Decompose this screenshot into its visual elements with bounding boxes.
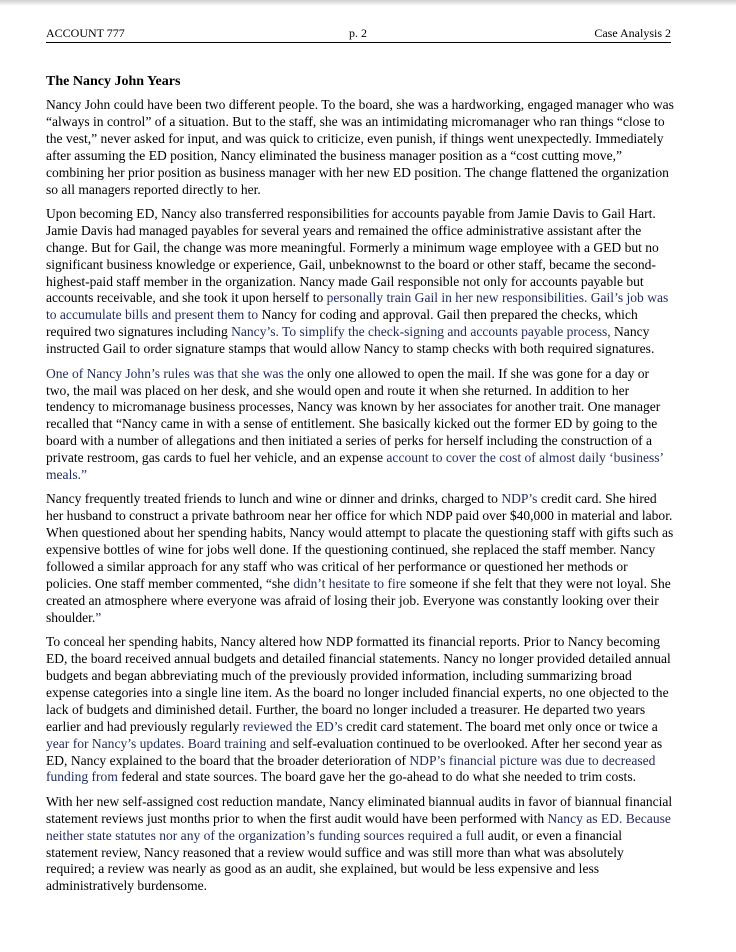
course-code: ACCOUNT 777 (46, 26, 125, 40)
document-title: Case Analysis 2 (594, 26, 671, 40)
text-segment: federal and state sources. The board gave her the go-ahead to do what she needed to trim costs. (117, 769, 636, 785)
paragraph-4 (46, 491, 674, 626)
highlighted-text: Nancy’s. To simplify the check-signing and accounts payable process, (231, 324, 611, 340)
highlighted-text: NDP’s financial picture was due to decreased funding from (46, 752, 656, 785)
paragraph-2 (46, 206, 674, 358)
text-segment: Nancy instructed Gail to order signature stamps that would allow Nancy to stamp checks with both required signatures. (46, 324, 655, 357)
text-segment: Nancy frequently treated friends to lunch and wine or dinner and drinks, charged to (46, 491, 502, 507)
highlighted-text: Nancy as ED. Because neither state statutes nor any of the organization’s funding sources required a full (46, 810, 671, 843)
paragraph-3 (46, 366, 674, 484)
text-segment: Upon becoming ED, Nancy also transferred responsibilities for accounts payable from Jamie Davis to Gail Hart. Jamie Davis had managed payables for several years and remained the office administrative assistant after the change. But for Gail, the change was more meaningful. Formerly a minimum wage employee with a GED but no significant business knowledge or experience, Gail, unbeknownst to the board or other staff, became the second-highest-paid staff member in the organization. Nancy made Gail responsible not only for accounts payable but accounts receivable, and she took it upon herself to (46, 205, 659, 306)
paragraph-6 (46, 794, 674, 895)
text-segment: To conceal her spending habits, Nancy altered how NDP formatted its financial reports. Prior to Nancy becoming ED, the board received annual budgets and detailed financial statements. Nancy no longer provided detailed annual budgets and began abbreviating much of the previously provided information, including summarizing broad expense categories into a single line item. As the board no longer included financial experts, no one objected to the lack of budgets and diminished detail. Further, the board no longer included a treasurer. He departed two years earlier and had previously regularly (46, 634, 671, 734)
paragraph-1 (46, 97, 674, 198)
text-segment: Nancy John could have been two different people. To the board, she was a hardworking, engaged manager who was “always in control” of a situation. But to the staff, she was an intimidating micromanager who ran things “close to the vest,” never asked for input, and was quick to criticize, even punish, if things went unexpectedly. Immediately after assuming the ED position, Nancy eliminated the business manager position as a “cost cutting move,” combining her prior position as business manager with her new ED position. The change flattened the organization so all managers reported directly to her. (46, 97, 674, 197)
highlighted-text: account to cover the cost of almost daily ‘business’ meals.” (46, 450, 664, 483)
header-rule (46, 42, 671, 43)
highlighted-text: NDP’s (501, 491, 538, 507)
page-top-shadow (0, 0, 736, 6)
highlighted-text: personally train Gail in her new responsibilities. Gail’s job was to accumulate bills and present them to (46, 290, 669, 323)
highlighted-text: year for Nancy’s updates. Board training and (46, 735, 290, 751)
text-segment: audit, or even a financial statement review, Nancy reasoned that a review would suffice and was still more than what was absolutely required; a review was nearly as good as an audit, she explained, but would be less expensive and less administratively burdensome. (46, 827, 624, 894)
highlighted-text: ” (95, 609, 102, 625)
text-segment: only one allowed to open the mail. If she was gone for a day or two, the mail was placed on her desk, and she would open and route it when she returned. In addition to her tendency to micromanage business processes, Nancy was known by her associates for another trait. One manager recalled that “Nancy came in with a sense of entitlement. She basically kicked out the former ED by going to the board with a number of allegations and then initiated a series of perks for herself including the construction of a private restroom, gas cards to fuel her vehicle, and an expense (46, 365, 661, 466)
document-body (46, 73, 674, 903)
text-segment: someone if she felt that they were not loyal. She created an atmosphere where everyone was afraid of losing their job. Everyone was constantly looking over their shoulder. (46, 575, 671, 625)
text-segment: With her new self-assigned cost reduction mandate, Nancy eliminated biannual audits in favor of biannual financial statement reviews just months prior to when the first audit would have been performed with (46, 793, 673, 826)
text-segment: credit card statement. The board met only once or twice a (342, 718, 658, 734)
page-number: p. 2 (349, 26, 367, 40)
paragraph-5 (46, 634, 674, 786)
highlighted-text: reviewed the ED’s (242, 718, 343, 734)
text-segment: credit card. She hired her husband to construct a private bathroom near her office for which NDP paid over $40,000 in material and labor. When questioned about her spending habits, Nancy would attempt to placate the questioning staff with gifts such as expensive bottles of wine for jobs well done. If the questioning continued, she replaced the staff member. Nancy followed a similar approach for any staff who was critical of her performance or questioned her methods or policies. One staff member commented, “she (46, 491, 674, 591)
page-header (46, 26, 671, 42)
section-title: The Nancy John Years (46, 74, 181, 89)
text-segment: Nancy for coding and approval. Gail then prepared the checks, which required two signatures including (46, 307, 638, 340)
text-segment: self-evaluation continued to be overlooked. After her second year as ED, Nancy explained to the board that the broader deterioration of (46, 735, 663, 768)
highlighted-text: One of Nancy John’s rules was that she was the (46, 365, 304, 381)
highlighted-text: didn’t hesitate to fire (293, 575, 407, 591)
